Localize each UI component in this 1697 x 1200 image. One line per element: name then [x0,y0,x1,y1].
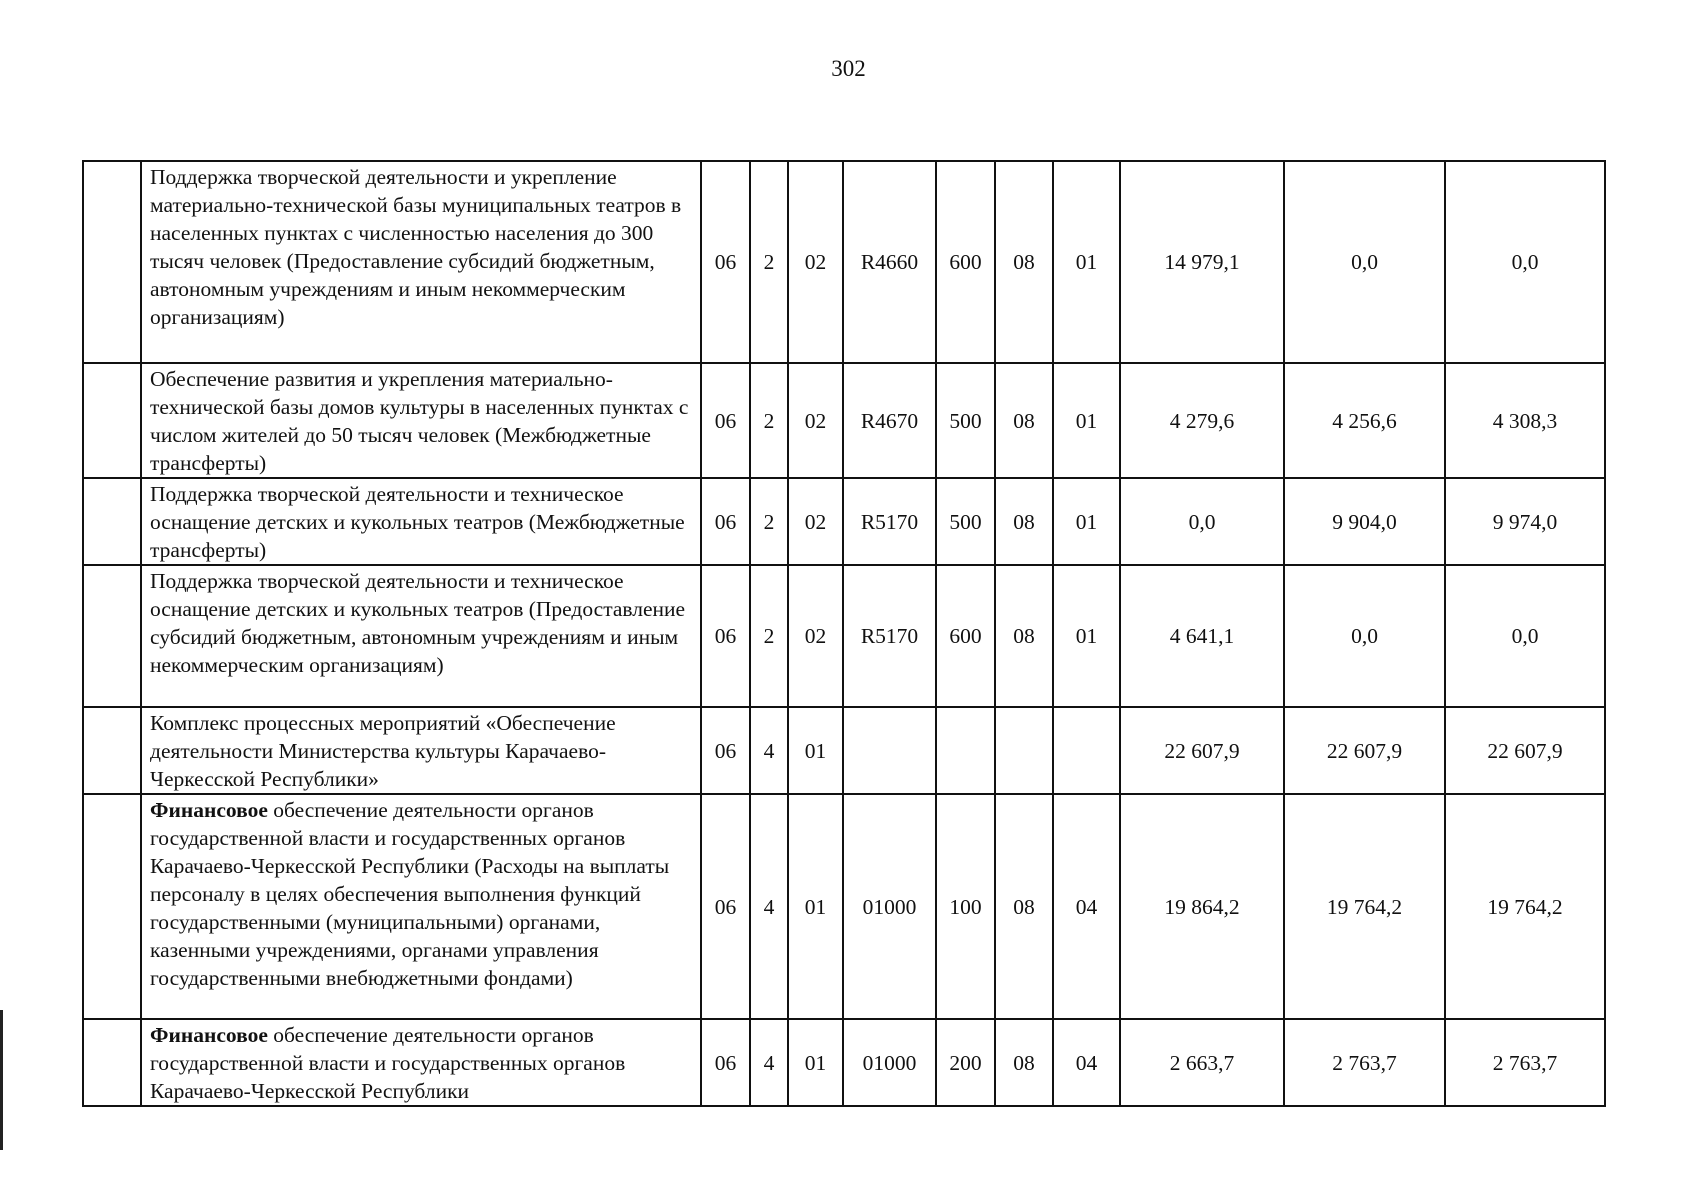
amount-cell: 4 279,6 [1120,363,1284,478]
description-rest: обеспечение деятельности органов государственной власти и государственных органов Карачаево-Черкесской Республики (Расходы на выплаты персоналу в целях обеспечения выполнения функций государственными (муниципальными) органами, казенными учреждениями, органами управления государственными внебюджетными фондами) [150,798,670,990]
amount-cell: 19 764,2 [1445,794,1605,1019]
table-row [83,565,1605,707]
row-number-cell [83,478,141,565]
description-cell [141,794,701,1019]
code-cell: 06 [701,478,750,565]
code-cell: 06 [701,707,750,794]
code-cell: 600 [936,565,995,707]
amount-cell: 9 974,0 [1445,478,1605,565]
code-cell: 2 [750,363,788,478]
code-cell: 100 [936,794,995,1019]
code-cell [936,707,995,794]
amount-cell: 19 764,2 [1284,794,1445,1019]
description-cell: Поддержка творческой деятельности и техническое оснащение детских и кукольных театров (Предоставление субсидий бюджетным, автономным учреждениям и иным некоммерческим организациям) [141,565,701,707]
code-cell: 01 [788,707,843,794]
code-cell: 02 [788,363,843,478]
description-cell: Комплекс процессных мероприятий «Обеспечение деятельности Министерства культуры Карачаево-Черкесской Республики» [141,707,701,794]
page-number: 302 [831,56,866,81]
code-cell [995,707,1053,794]
amount-cell: 2 763,7 [1445,1019,1605,1106]
amount-cell: 2 763,7 [1284,1019,1445,1106]
table-row [83,161,1605,363]
code-cell [843,707,936,794]
row-number-cell [83,1019,141,1106]
amount-cell: 14 979,1 [1120,161,1284,363]
table-row [83,794,1605,1019]
scan-edge-mark [0,1010,3,1150]
row-number-cell [83,161,141,363]
code-cell: 01 [1053,565,1120,707]
code-cell: 02 [788,478,843,565]
amount-cell: 0,0 [1284,161,1445,363]
code-cell: 500 [936,363,995,478]
code-cell: 08 [995,478,1053,565]
amount-cell: 9 904,0 [1284,478,1445,565]
description-rest: обеспечение деятельности органов государственной власти и государственных органов Карачаево-Черкесской Республики [150,1023,626,1103]
amount-cell: 0,0 [1445,565,1605,707]
code-cell: 02 [788,161,843,363]
code-cell: R5170 [843,478,936,565]
amount-cell: 2 663,7 [1120,1019,1284,1106]
code-cell: 2 [750,478,788,565]
code-cell [1053,707,1120,794]
code-cell: 4 [750,794,788,1019]
amount-cell: 22 607,9 [1445,707,1605,794]
description-cell: Поддержка творческой деятельности и укрепление материально-технической базы муниципальных театров в населенных пунктах с численностью населения до 300 тысяч человек (Предоставление субсидий бюджетным, автономным учреждениям и иным некоммерческим организациям) [141,161,701,363]
code-cell: 08 [995,363,1053,478]
code-cell: 600 [936,161,995,363]
row-number-cell [83,707,141,794]
description-lead: Финансовое [150,798,268,822]
code-cell: 4 [750,1019,788,1106]
code-cell: 200 [936,1019,995,1106]
code-cell: 01000 [843,1019,936,1106]
table-row [83,363,1605,478]
table-row [83,478,1605,565]
amount-cell: 22 607,9 [1284,707,1445,794]
row-number-cell [83,794,141,1019]
description-cell: Обеспечение развития и укрепления материально-технической базы домов культуры в населенных пунктах с числом жителей до 50 тысяч человек (Межбюджетные трансферты) [141,363,701,478]
code-cell: 06 [701,565,750,707]
code-cell: 2 [750,565,788,707]
amount-cell: 4 308,3 [1445,363,1605,478]
amount-cell: 0,0 [1445,161,1605,363]
code-cell: 06 [701,161,750,363]
amount-cell: 4 641,1 [1120,565,1284,707]
description-cell [141,1019,701,1106]
table-row [83,707,1605,794]
code-cell: 08 [995,565,1053,707]
code-cell: 06 [701,363,750,478]
code-cell: 01000 [843,794,936,1019]
amount-cell: 4 256,6 [1284,363,1445,478]
row-number-cell [83,363,141,478]
code-cell: R4660 [843,161,936,363]
code-cell: 2 [750,161,788,363]
table-row [83,1019,1605,1106]
code-cell: 08 [995,161,1053,363]
code-cell: 4 [750,707,788,794]
code-cell: 04 [1053,794,1120,1019]
code-cell: 02 [788,565,843,707]
code-cell: R4670 [843,363,936,478]
code-cell: 01 [788,1019,843,1106]
amount-cell: 0,0 [1120,478,1284,565]
code-cell: 500 [936,478,995,565]
row-number-cell [83,565,141,707]
code-cell: 01 [788,794,843,1019]
code-cell: 01 [1053,478,1120,565]
code-cell: 08 [995,794,1053,1019]
code-cell: R5170 [843,565,936,707]
amount-cell: 0,0 [1284,565,1445,707]
amount-cell: 22 607,9 [1120,707,1284,794]
code-cell: 04 [1053,1019,1120,1106]
code-cell: 08 [995,1019,1053,1106]
code-cell: 01 [1053,161,1120,363]
code-cell: 06 [701,1019,750,1106]
code-cell: 06 [701,794,750,1019]
code-cell: 01 [1053,363,1120,478]
budget-table [82,160,1606,1107]
amount-cell: 19 864,2 [1120,794,1284,1019]
description-cell: Поддержка творческой деятельности и техническое оснащение детских и кукольных театров (Межбюджетные трансферты) [141,478,701,565]
description-lead: Финансовое [150,1023,268,1047]
